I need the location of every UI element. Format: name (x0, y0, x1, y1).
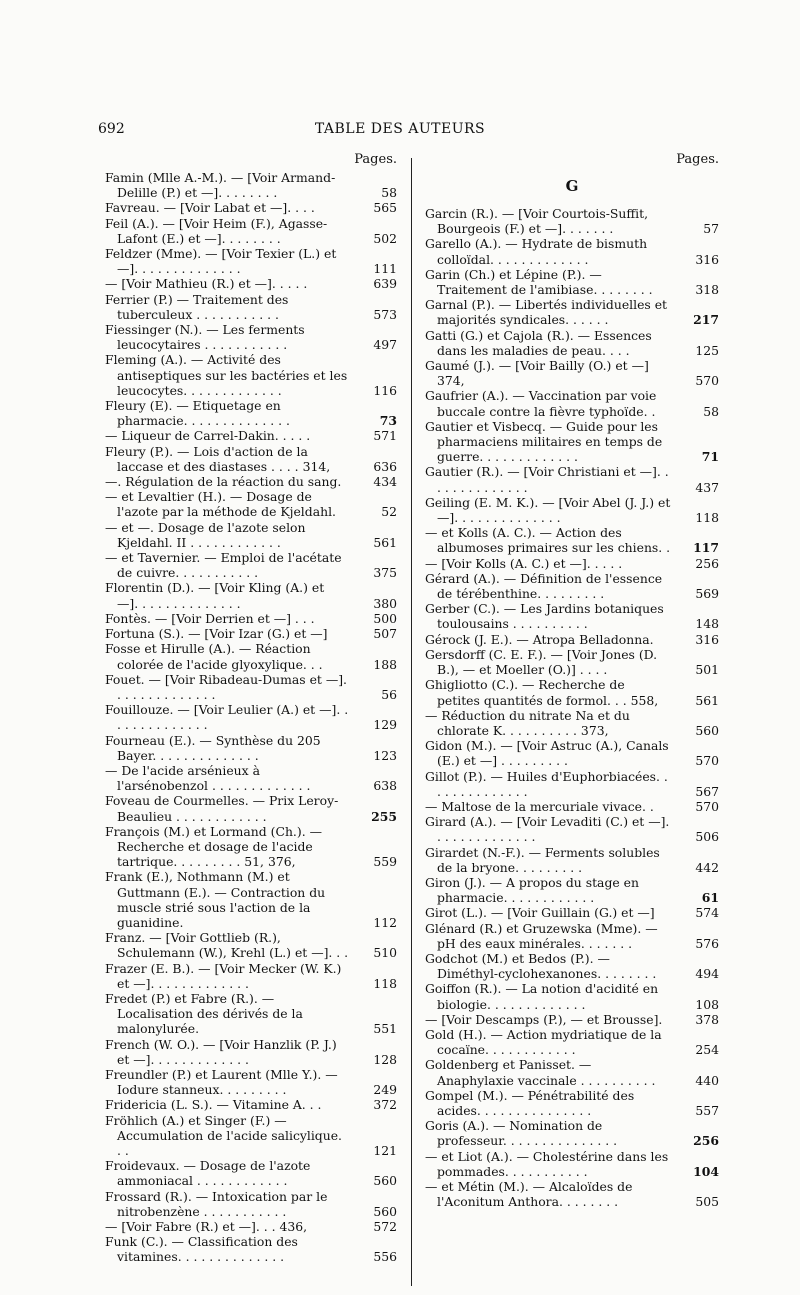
entry-page-number: 565 (373, 200, 397, 216)
entry-text: Fosse et Hirulle (A.). — Réaction colorée de l'acide glyoxylique. . . (105, 641, 323, 672)
entry-page-number: 73 (379, 413, 397, 429)
index-entry (105, 1097, 397, 1112)
index-entry (425, 708, 719, 738)
index-entry (105, 702, 397, 732)
index-entry (425, 875, 719, 905)
entry-page-number: 256 (695, 555, 719, 571)
index-entry (105, 352, 397, 398)
entry-text: Garello (A.). — Hydrate de bismuth colloïdal. . . . . . . . . . . . . (425, 236, 648, 267)
index-entry (105, 626, 397, 641)
index-entry (105, 520, 397, 550)
index-entry (105, 1113, 397, 1159)
index-entry (105, 292, 397, 322)
index-entry (425, 845, 719, 875)
entry-page-number: 56 (381, 686, 397, 702)
entry-page-number: 128 (373, 1051, 397, 1067)
entry-page-number: 437 (695, 479, 719, 495)
index-entry (105, 216, 397, 246)
index-entry (425, 419, 719, 465)
entry-text: — Liqueur de Carrel-Dakin. . . . . (105, 428, 311, 444)
entry-page-number: 116 (373, 382, 397, 398)
entry-page-number: 108 (695, 996, 719, 1012)
entry-text: Goiffon (R.). — La notion d'acidité en biologie. . . . . . . . . . . . . (425, 981, 659, 1012)
index-entry (105, 824, 397, 870)
entry-text: Goris (A.). — Nomination de professeur. . . . . . . . . . . . . . . (425, 1118, 618, 1149)
entry-text: Feldzer (Mme). — [Voir Texier (L.) et —]. . . . . . . . . . . . . . (105, 246, 337, 277)
page-title: TABLE DES AUTEURS (314, 121, 486, 137)
entry-page-number: 372 (373, 1097, 397, 1113)
entry-text: Funk (C.). — Classification des vitamines. . . . . . . . . . . . . . (105, 1234, 298, 1265)
index-entry (425, 571, 719, 601)
entry-page-number: 560 (373, 1203, 397, 1219)
entry-text: Gerber (C.). — Les Jardins botaniques toulousains . . . . . . . . . . (425, 601, 664, 632)
entry-text: Franz. — [Voir Gottlieb (R.), Schulemann (W.), Krehl (L.) et —]. . . (105, 930, 349, 961)
index-entry (105, 1189, 397, 1219)
entry-text: Ferrier (P.) — Traitement des tuberculeux . . . . . . . . . . . (105, 291, 289, 322)
index-entry (105, 489, 397, 519)
entry-text: — et Kolls (A. C.). — Action des albumoses primaires sur les chiens. . (425, 525, 671, 556)
index-entry (425, 1027, 719, 1057)
entry-page-number: 576 (695, 935, 719, 951)
entry-page-number: 316 (695, 631, 719, 647)
entry-page-number: 256 (693, 1133, 719, 1149)
entry-text: Giron (J.). — A propos du stage en pharmacie. . . . . . . . . . . . (425, 874, 639, 906)
entry-page-number: 573 (373, 306, 397, 322)
entry-text: Frossard (R.). — Intoxication par le nitrobenzène . . . . . . . . . . . (105, 1188, 328, 1219)
index-entry (105, 733, 397, 763)
entry-text: — et Liot (A.). — Cholestérine dans les pommades. . . . . . . . . . . (425, 1148, 669, 1179)
entry-text: — et Métin (M.). — Alcaloïdes de l'Aconitum Anthora. . . . . . . . (425, 1179, 633, 1210)
entry-text: Gidon (M.). — [Voir Astruc (A.), Canals (E.) et —] . . . . . . . . . (425, 738, 669, 769)
entry-text: — Réduction du nitrate Na et du chlorate K. . . . . . . . . . 373, (425, 707, 630, 738)
entry-page-number: 375 (373, 565, 397, 581)
entry-text: Gersdorff (C. E. F.). — [Voir Jones (D. B.), — et Moeller (O.)] . . . . (425, 646, 658, 678)
index-entry (105, 444, 397, 474)
entry-text: Fridericia (L. S.). — Vitamine A. . . (105, 1097, 322, 1113)
entry-page-number: 442 (695, 859, 719, 875)
entry-page-number: 111 (373, 261, 397, 277)
entry-page-number: 507 (373, 626, 397, 642)
index-entry (425, 297, 719, 327)
index-entry (425, 525, 719, 555)
index-entry (425, 388, 719, 418)
entry-page-number: 52 (381, 504, 397, 520)
entry-text: Gatti (G.) et Cajola (R.). — Essences dans les maladies de peau. . . . (425, 327, 652, 358)
entry-page-number: 378 (695, 1011, 719, 1027)
entry-text: Gérock (J. E.). — Atropa Belladonna. (425, 631, 654, 647)
entry-text: Fouillouze. — [Voir Leulier (A.) et —]. . . . . . . . . . . . . . (105, 702, 349, 733)
index-entry (425, 206, 719, 236)
index-entry (425, 236, 719, 266)
entry-page-number: 316 (695, 251, 719, 267)
entry-text: Fleury (E). — Etiquetage en pharmacie. . . . . . . . . . . . . . (105, 398, 290, 429)
entry-text: Frazer (E. B.). — [Voir Mecker (W. K.) et —]. . . . . . . . . . . . . (105, 960, 342, 991)
entry-text: Ghigliotto (C.). — Recherche de petites quantités de formol. . . 558, (425, 677, 659, 708)
entry-page-number: 574 (695, 905, 719, 921)
entry-text: Fleury (P.). — Lois d'action de la laccase et des diastases . . . . 314, (105, 443, 331, 474)
entry-text: Fröhlich (A.) et Singer (F.) — Accumulation de l'acide salicylique. . . (105, 1112, 342, 1158)
entry-text: Gompel (M.). — Pénétrabilité des acides. . . . . . . . . . . . . . . (425, 1087, 635, 1118)
entry-text: — [Voir Fabre (R.) et —]. . . 436, (105, 1219, 308, 1235)
index-entry (425, 951, 719, 981)
entry-text: — De l'acide arsénieux à l'arsénobenzol . . . . . . . . . . . . . (105, 762, 311, 794)
index-entry (105, 793, 397, 823)
entry-page-number: 571 (373, 428, 397, 444)
index-entry (105, 1037, 397, 1067)
entry-text: Goldenberg et Panisset. — Anaphylaxie vaccinale . . . . . . . . . . (425, 1057, 656, 1088)
entry-text: Frank (E.), Nothmann (M.) et Guttmann (E.). — Contraction du muscle strié sous l'action de la guanidine. (105, 869, 326, 930)
entry-text: Gautier et Visbecq. — Guide pour les pharmaciens militaires en temps de guerre. . . . . . . . . . . . . (425, 418, 663, 465)
entry-text: — [Voir Mathieu (R.) et —]. . . . . (105, 276, 308, 292)
entry-text: Garcin (R.). — [Voir Courtois-Suffit, Bourgeois (F.) et —]. . . . . . . (425, 206, 649, 237)
index-entry (105, 869, 397, 930)
index-entry (425, 464, 719, 494)
entry-text: Feil (A.). — [Voir Heim (F.), Agasse-Lafont (E.) et —]. . . . . . . . (105, 215, 328, 246)
pages-label: Pages. (354, 152, 397, 167)
entry-text: Girot (L.). — [Voir Guillain (G.) et —] (425, 905, 655, 921)
index-entry (425, 905, 719, 920)
index-entry (105, 1234, 397, 1264)
entry-page-number: 57 (703, 221, 719, 237)
index-entry (425, 1012, 719, 1027)
index-entry (425, 769, 719, 799)
index-entry (425, 1118, 719, 1148)
index-entry (425, 328, 719, 358)
entry-text: Garnal (P.). — Libertés individuelles et majorités syndicales. . . . . . (425, 297, 668, 328)
index-entry (105, 550, 397, 580)
page-number: 692 (98, 121, 125, 137)
entry-text: Girard (A.). — [Voir Levaditi (C.) et —]. . . . . . . . . . . . . . (425, 814, 670, 845)
entry-page-number: 112 (373, 914, 397, 930)
index-entry (105, 641, 397, 671)
entry-page-number: 557 (695, 1102, 719, 1118)
entry-text: — et Tavernier. — Emploi de l'acétate de cuivre. . . . . . . . . . . (105, 550, 342, 581)
index-entry (425, 556, 719, 571)
entry-page-number: 117 (693, 540, 719, 556)
entry-text: Florentin (D.). — [Voir Kling (A.) et —]. . . . . . . . . . . . . . (105, 580, 325, 611)
entry-page-number: 255 (371, 808, 397, 824)
entry-text: Foveau de Courmelles. — Prix Leroy-Beaulieu . . . . . . . . . . . . (105, 793, 339, 824)
entry-page-number: 502 (373, 230, 397, 246)
entry-page-number: 254 (695, 1042, 719, 1058)
index-entry (105, 930, 397, 960)
entry-page-number: 434 (373, 474, 397, 490)
entry-text: Godchot (M.) et Bedos (P.). — Diméthyl-cyclohexanones. . . . . . . . (425, 950, 657, 982)
pages-label: Pages. (676, 152, 719, 167)
entry-page-number: 497 (373, 337, 397, 353)
entry-text: Freundler (P.) et Laurent (Mlle Y.). — Iodure stanneux. . . . . . . . . (105, 1066, 338, 1098)
index-entry (425, 495, 719, 525)
entry-text: Favreau. — [Voir Labat et —]. . . . (105, 200, 315, 216)
entry-text: Fortuna (S.). — [Voir Izar (G.) et —] (105, 626, 328, 642)
index-entry (425, 358, 719, 388)
entry-page-number: 510 (373, 945, 397, 961)
index-entry (105, 1219, 397, 1234)
entry-page-number: 636 (373, 458, 397, 474)
right-column (425, 150, 719, 1209)
entry-page-number: 551 (373, 1021, 397, 1037)
entry-page-number: 556 (373, 1249, 397, 1265)
entry-page-number: 118 (695, 510, 719, 526)
entry-page-number: 118 (373, 975, 397, 991)
index-entry (425, 1057, 719, 1087)
index-entry (105, 322, 397, 352)
entry-page-number: 217 (693, 312, 719, 328)
index-entry (425, 647, 719, 677)
index-entry (105, 200, 397, 215)
entry-text: Gérard (A.). — Définition de l'essence de térébenthine. . . . . . . . . (425, 570, 663, 602)
entry-text: Fiessinger (N.). — Les ferments leucocytaires . . . . . . . . . . . (105, 322, 305, 353)
entry-text: Gillot (P.). — Huiles d'Euphorbiacées. . . . . . . . . . . . . . (425, 768, 668, 799)
index-entry (425, 981, 719, 1011)
entry-text: Fredet (P.) et Fabre (R.). — Localisation des dérivés de la malonylurée. (105, 990, 303, 1037)
entry-page-number: 123 (373, 747, 397, 763)
entry-page-number: 567 (695, 783, 719, 799)
index-entry (425, 267, 719, 297)
entry-text: Fourneau (E.). — Synthèse du 205 Bayer. . . . . . . . . . . . . . (105, 732, 321, 763)
entry-page-number: 506 (695, 829, 719, 845)
entry-page-number: 188 (373, 656, 397, 672)
index-entry (425, 632, 719, 647)
entry-page-number: 570 (695, 753, 719, 769)
entry-text: Fouet. — [Voir Ribadeau-Dumas et —]. . . . . . . . . . . . . . (105, 671, 347, 702)
index-entry (105, 1158, 397, 1188)
index-entry (105, 763, 397, 793)
entry-text: Gaumé (J.). — [Voir Bailly (O.) et —] 374, (425, 358, 649, 389)
index-entry (105, 991, 397, 1037)
entry-page-number: 318 (695, 282, 719, 298)
index-entry (425, 677, 719, 707)
entry-page-number: 121 (373, 1143, 397, 1158)
index-entry (425, 1088, 719, 1118)
entry-page-number: 104 (693, 1163, 719, 1179)
section-letter: G (565, 177, 579, 195)
entry-page-number: 501 (695, 662, 719, 678)
entry-page-number: 440 (695, 1072, 719, 1088)
index-entry (425, 738, 719, 768)
entry-page-number: 569 (695, 586, 719, 602)
entry-page-number: 58 (703, 403, 719, 419)
entry-text: — Maltose de la mercuriale vivace. . (425, 798, 654, 814)
entry-page-number: 572 (373, 1219, 397, 1235)
index-entry (105, 398, 397, 428)
entry-page-number: 148 (695, 616, 719, 632)
column-divider (411, 158, 412, 1286)
entry-page-number: 58 (381, 185, 397, 201)
entry-text: — et Levaltier (H.). — Dosage de l'azote par la méthode de Kjeldahl. (105, 489, 336, 520)
index-entry (425, 1149, 719, 1179)
entry-page-number: 570 (695, 798, 719, 814)
index-entry (105, 276, 397, 291)
entry-page-number: 639 (373, 276, 397, 292)
entry-page-number: 559 (373, 854, 397, 870)
left-column (105, 150, 397, 1265)
entry-page-number: 125 (695, 342, 719, 358)
entry-page-number: 61 (701, 890, 719, 906)
index-entry (105, 580, 397, 610)
index-entry (105, 474, 397, 489)
entry-page-number: 638 (373, 778, 397, 794)
entry-page-number: 561 (373, 534, 397, 550)
entry-text: Famin (Mlle A.-M.). — [Voir Armand-Delille (P.) et —]. . . . . . . . (105, 170, 336, 201)
entry-page-number: 129 (373, 717, 397, 733)
entry-page-number: 71 (701, 449, 719, 465)
entry-text: Garin (Ch.) et Lépine (P.). — Traitement de l'amibiase. . . . . . . . (425, 266, 653, 298)
entry-text: French (W. O.). — [Voir Hanzlik (P. J.) et —]. . . . . . . . . . . . . (105, 1036, 337, 1067)
index-entry (105, 170, 397, 200)
entry-text: Gaufrier (A.). — Vaccination par voie buccale contre la fièvre typhoïde. . (425, 388, 657, 419)
entry-text: Glénard (R.) et Gruzewska (Mme). — pH des eaux minérales. . . . . . . (425, 920, 658, 951)
entry-text: — et —. Dosage de l'azote selon Kjeldahl. II . . . . . . . . . . . . (105, 519, 306, 550)
index-entry (105, 428, 397, 443)
entry-text: Girardet (N.-F.). — Ferments solubles de la bryone. . . . . . . . . (425, 844, 660, 875)
entry-text: Gautier (R.). — [Voir Christiani et —]. . . . . . . . . . . . . . (425, 464, 669, 495)
entry-page-number: 560 (695, 722, 719, 738)
entry-text: —. Régulation de la réaction du sang. (105, 474, 342, 490)
entry-page-number: 570 (695, 373, 719, 389)
entry-page-number: 380 (373, 595, 397, 611)
entry-text: François (M.) et Lormand (Ch.). — Recherche et dosage de l'acide tartrique. . . . . . . . . 51, 376, (105, 823, 322, 870)
index-entry (425, 921, 719, 951)
index-entry (425, 601, 719, 631)
index-entry (105, 672, 397, 702)
entry-text: — [Voir Kolls (A. C.) et —]. . . . . (425, 555, 623, 571)
index-entry (105, 611, 397, 626)
index-entry (425, 799, 719, 814)
entry-page-number: 505 (695, 1194, 719, 1210)
index-entry (105, 246, 397, 276)
index-entry (425, 814, 719, 844)
entry-page-number: 249 (373, 1082, 397, 1098)
entry-page-number: 561 (695, 692, 719, 708)
index-entry (105, 1067, 397, 1097)
index-entry (105, 961, 397, 991)
entry-text: Froidevaux. — Dosage de l'azote ammoniacal . . . . . . . . . . . . (105, 1158, 311, 1189)
entry-text: — [Voir Descamps (P.), — et Brousse]. (425, 1011, 663, 1027)
entry-text: Fontès. — [Voir Derrien et —] . . . (105, 610, 315, 626)
entry-page-number: 560 (373, 1173, 397, 1189)
entry-page-number: 494 (695, 966, 719, 982)
entry-text: Gold (H.). — Action mydriatique de la cocaïne. . . . . . . . . . . . (425, 1026, 662, 1058)
entry-text: Geiling (E. M. K.). — [Voir Abel (J. J.) et —]. . . . . . . . . . . . . . (425, 494, 671, 526)
entry-page-number: 500 (373, 610, 397, 626)
index-entry (425, 1179, 719, 1209)
entry-text: Fleming (A.). — Activité des antiseptiques sur les bactéries et les leucocytes. . . . . . . . . . . . . (105, 352, 348, 398)
